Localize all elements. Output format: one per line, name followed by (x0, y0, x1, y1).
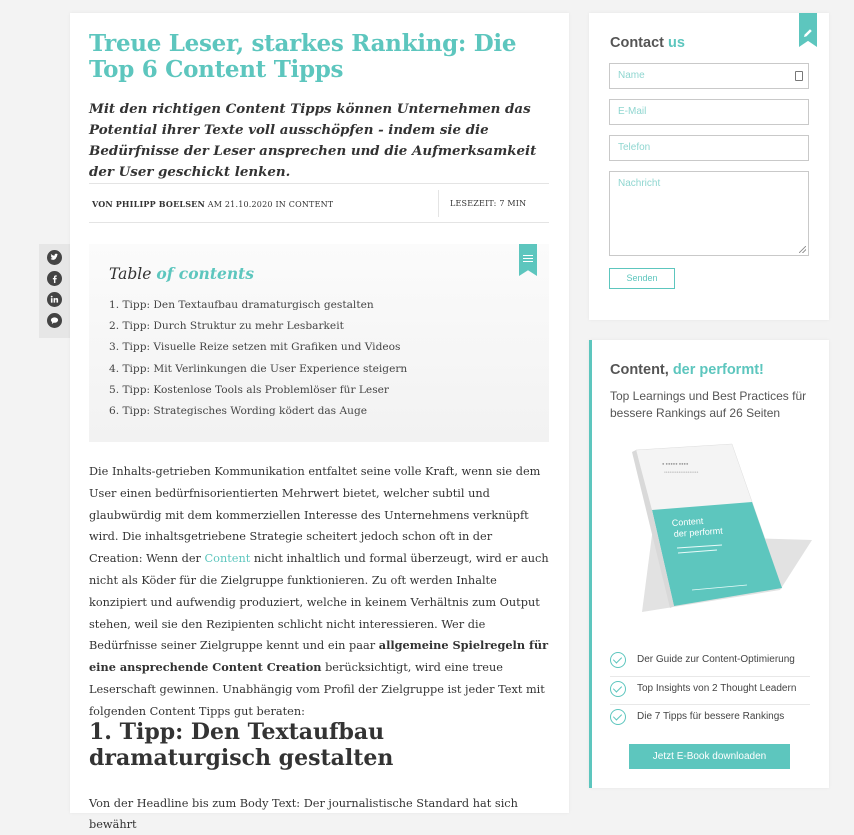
meta-author-line (92, 199, 333, 209)
ebook-title (610, 362, 764, 378)
contact-card-icon (795, 71, 803, 81)
check-circle-icon (610, 681, 626, 697)
ebook-card (589, 340, 829, 788)
benefit-text: Top Insights von 2 Thought Leadern (637, 682, 797, 694)
list-item (610, 705, 810, 734)
reading-label: LESEZEIT: (450, 199, 497, 208)
linkedin-icon[interactable] (47, 292, 62, 307)
social-share-bar (39, 244, 70, 338)
facebook-icon[interactable] (47, 271, 62, 286)
cover-title-line-1: Content (671, 515, 704, 528)
toc-title (109, 264, 254, 283)
meta-am: AM (207, 200, 223, 209)
section-heading: 1. Tipp: Den Textaufbau dramaturgisch gestalten (89, 719, 394, 771)
meta-reading-time (450, 199, 526, 208)
check-circle-icon (610, 652, 626, 668)
article-title: Treue Leser, starkes Ranking: Die Top 6 Content Tipps (89, 30, 517, 83)
meta-in: IN (275, 200, 286, 209)
svg-text:●●●●●●●●●●●●●●●●●●●: ●●●●●●●●●●●●●●●●●●● (664, 470, 699, 474)
benefit-text: Der Guide zur Content-Optimierung (637, 654, 795, 665)
body-bold: allgemeine Spielregeln für eine ansprechende Content Creation (89, 638, 549, 675)
cover-title-line-2: der performt (673, 525, 724, 539)
article-body (89, 461, 549, 723)
meta-by: VON (92, 199, 113, 209)
contact-title-accent: us (668, 35, 685, 51)
download-ebook-button[interactable]: Jetzt E-Book downloaden (629, 744, 790, 769)
ebook-subtitle: Top Learnings und Best Practices für bessere Rankings auf 26 Seiten (610, 389, 807, 420)
article-lead: Mit den richtigen Content Tipps können Unternehmen das Potential ihrer Texte voll ausschöpfen - indem sie die Bedürfnisse der Leser ansprechen und die Aufmerksamkeit der User geschickt lenken. (89, 101, 537, 180)
toc-title-plain: Table (109, 265, 152, 283)
svg-text:● ●●●●● ●●●●: ● ●●●●● ●●●● (662, 461, 689, 466)
name-placeholder: Name (618, 70, 645, 81)
ebook-benefits (610, 648, 810, 734)
article-card (70, 13, 569, 831)
body-part-1: Die Inhalts-getrieben Kommunikation entfaltet seine volle Kraft, wenn sie dem User einen bedürfnisorientierten Mehrwert bietet, welcher subtil und glaubwürdig mit dem kommerziellen Interesse des Unternehmens verknüpft wird. Die inhaltsgetriebene Strategie scheitert jedoch schon oft in der Creation: Wenn der (89, 465, 541, 566)
resize-grip-icon[interactable] (799, 246, 806, 253)
check-circle-icon (610, 709, 626, 725)
contact-title-plain: Contact (610, 35, 664, 51)
meta-category[interactable]: CONTENT (288, 200, 334, 209)
list-item (610, 648, 810, 677)
email-placeholder: E-Mail (618, 106, 647, 117)
article-meta (89, 183, 549, 223)
table-of-contents (89, 244, 549, 442)
contact-card (589, 13, 829, 320)
toc-item[interactable]: 6. Tipp: Strategisches Wording ködert das Auge (109, 405, 367, 418)
body-part-2: nicht inhaltlich und formal überzeugt, wird er auch nicht als Köder für die Zielgruppe funktionieren. Zu oft werden Inhalte konzipiert und aufwendig produziert, welche in keinem Verhältnis zum Output stehen, weil sie den Rezipienten schlicht nicht interessieren. Wer die Bedürfnisse seiner Zielgruppe kennt und ein paar (89, 552, 549, 653)
ebook-title-accent: der performt! (672, 362, 764, 378)
toc-item[interactable]: 5. Tipp: Kostenlose Tools als Problemlöser für Leser (109, 383, 389, 396)
benefit-text: Die 7 Tipps für bessere Rankings (637, 711, 785, 722)
message-field[interactable] (609, 171, 809, 256)
ebook-title-plain: Content, (610, 362, 669, 378)
name-field[interactable] (609, 63, 809, 89)
toc-item[interactable]: 1. Tipp: Den Textaufbau dramaturgisch gestalten (109, 299, 374, 311)
toc-list (109, 295, 407, 422)
meta-divider (438, 190, 439, 217)
pencil-icon (799, 13, 817, 47)
body-part-3: berücksichtigt, wird eine treue Leserschaft gewinnen. Unabhängig vom Profil der Zielgruppe ist jeder Text mit folgenden Content Tipps gut beraten: (89, 661, 545, 718)
list-item (610, 677, 810, 706)
reading-value: 7 MIN (499, 199, 527, 208)
toc-item[interactable]: 3. Tipp: Visuelle Reize setzen mit Grafiken und Videos (109, 341, 401, 354)
message-placeholder: Nachricht (618, 178, 661, 189)
contact-title (610, 35, 685, 51)
twitter-icon[interactable] (47, 250, 62, 265)
ebook-cover-image[interactable] (622, 440, 802, 620)
meta-date: 21.10.2020 (224, 200, 273, 209)
toc-item[interactable]: 4. Tipp: Mit Verlinkungen die User Experience steigern (109, 362, 408, 375)
meta-author[interactable]: PHILIPP BOELSEN (115, 199, 205, 209)
phone-placeholder: Telefon (618, 142, 651, 153)
toc-item[interactable]: 2. Tipp: Durch Struktur zu mehr Lesbarkeit (109, 320, 344, 333)
comment-icon[interactable] (47, 313, 62, 328)
content-link[interactable]: Content (204, 552, 251, 566)
toc-title-accent: of contents (156, 264, 254, 283)
phone-field[interactable] (609, 135, 809, 161)
section-text: Von der Headline bis zum Body Text: Der journalistische Standard hat sich bewährt (89, 797, 518, 831)
list-icon[interactable] (519, 244, 537, 276)
send-button[interactable]: Senden (609, 268, 675, 289)
email-field[interactable] (609, 99, 809, 125)
